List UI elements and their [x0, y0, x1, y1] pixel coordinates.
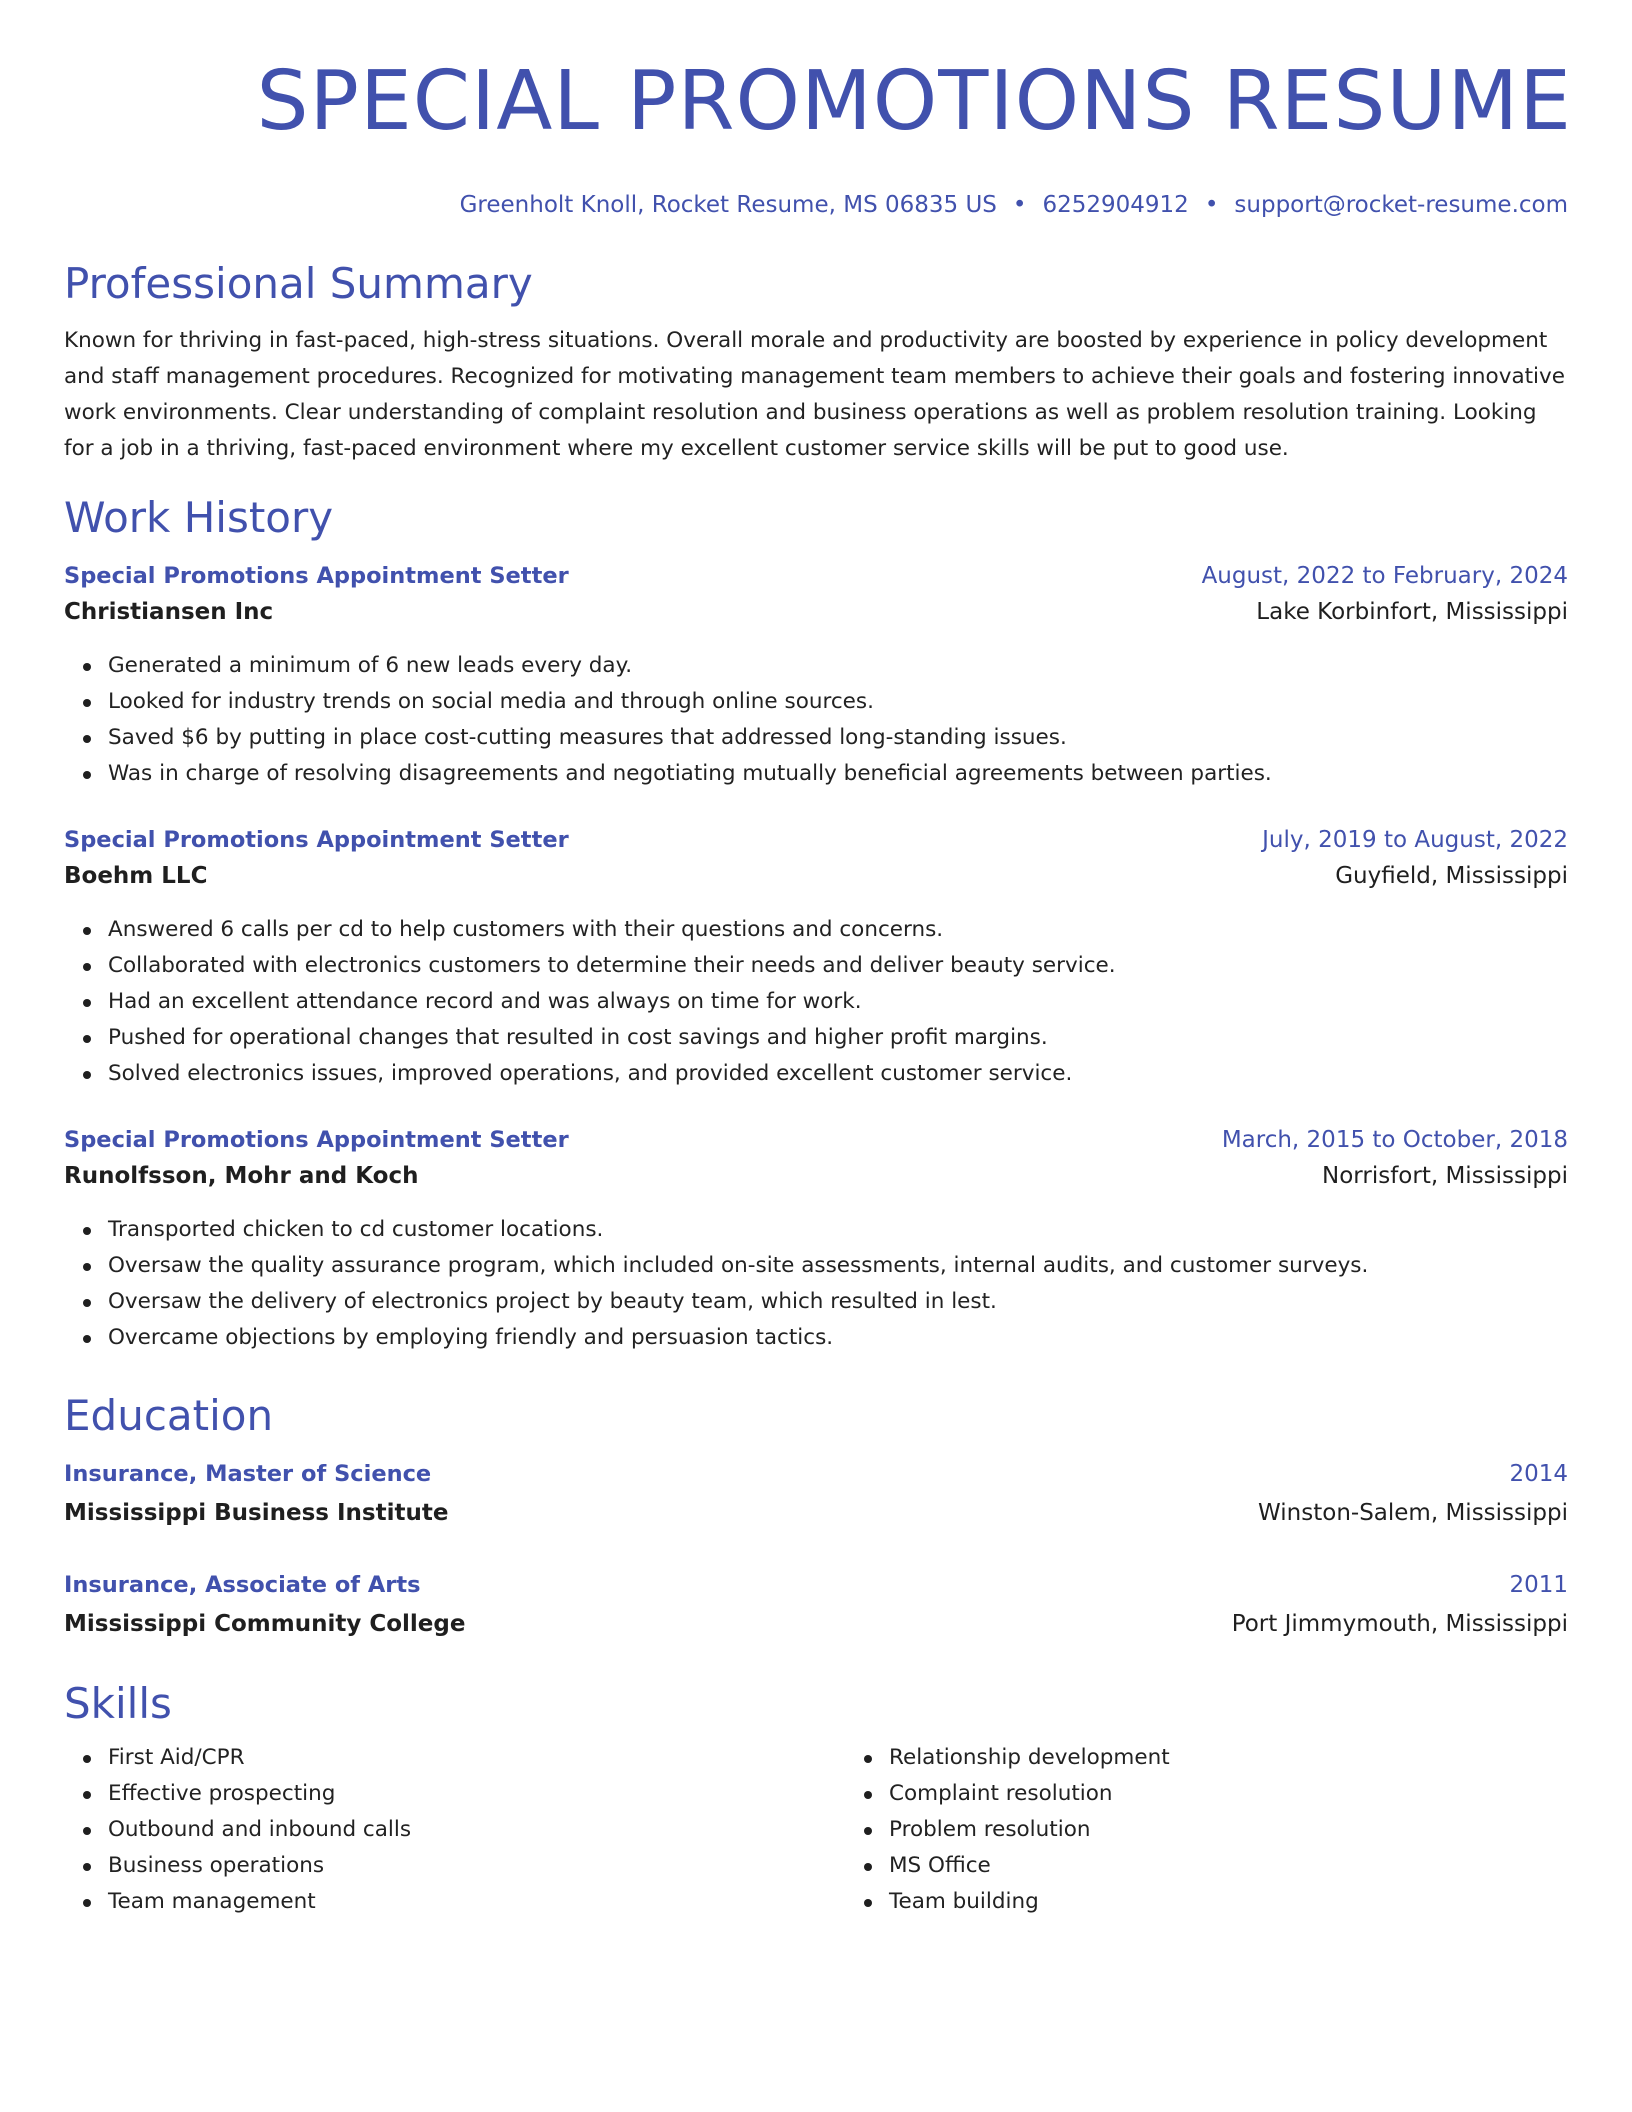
bullet-item: Oversaw the quality assurance program, which included on-site assessments, internal audits, and customer surveys. — [108, 1248, 1568, 1284]
job-title: Special Promotions Appointment Setter — [64, 1127, 569, 1153]
job-bullets — [64, 1212, 1568, 1356]
education-year: 2011 — [1509, 1572, 1568, 1598]
work-entry — [64, 822, 1568, 1092]
skill-item: Complaint resolution — [889, 1776, 1589, 1812]
job-company: Boehm LLC — [64, 863, 208, 889]
skill-item: Business operations — [108, 1848, 845, 1884]
job-bullets — [64, 648, 1568, 792]
bullet-item: Oversaw the delivery of electronics project by beauty team, which resulted in lest. — [108, 1284, 1568, 1320]
job-dates: August, 2022 to February, 2024 — [1201, 563, 1568, 589]
contact-address: Greenholt Knoll, Rocket Resume, MS 06835 US — [459, 192, 997, 218]
job-bullets — [64, 912, 1568, 1092]
section-title-work-history: Work History — [64, 493, 334, 542]
education-entry — [64, 1567, 1568, 1642]
bullet-item: Had an excellent attendance record and was always on time for work. — [108, 984, 1568, 1020]
skill-item: Effective prospecting — [108, 1776, 845, 1812]
education-entry — [64, 1456, 1568, 1531]
section-title-education: Education — [64, 1391, 274, 1440]
education-degree: Insurance, Associate of Arts — [64, 1572, 421, 1598]
contact-email: support@rocket-resume.com — [1234, 192, 1568, 218]
job-location: Lake Korbinfort, Mississippi — [1256, 599, 1568, 625]
education-location: Winston-Salem, Mississippi — [1258, 1500, 1568, 1526]
bullet-item: Pushed for operational changes that resulted in cost savings and higher profit margins. — [108, 1020, 1568, 1056]
job-title: Special Promotions Appointment Setter — [64, 563, 569, 589]
work-entry — [64, 1122, 1568, 1356]
bullet-item: Answered 6 calls per cd to help customers with their questions and concerns. — [108, 912, 1568, 948]
education-school: Mississippi Community College — [64, 1611, 466, 1637]
bullet-item: Saved $6 by putting in place cost-cutting measures that addressed long-standing issues. — [108, 720, 1568, 756]
job-company: Christiansen Inc — [64, 599, 274, 625]
job-location: Guyfield, Mississippi — [1335, 863, 1568, 889]
skill-item: Relationship development — [889, 1740, 1589, 1776]
skill-item: MS Office — [889, 1848, 1589, 1884]
summary-text: Known for thriving in fast-paced, high-stress situations. Overall morale and productivity are boosted by experience in policy development and staff management procedures. Recognized for motivating management team members to achieve their goals and fostering innovative work environments. Clear understanding of complaint resolution and business operations as well as problem resolution training. Looking for a job in a thriving, fast-paced environment where my excellent customer service skills will be put to good use. — [64, 328, 1565, 461]
contact-separator: • — [1204, 192, 1219, 218]
bullet-item: Transported chicken to cd customer locations. — [108, 1212, 1568, 1248]
job-location: Norrisfort, Mississippi — [1322, 1163, 1568, 1189]
education-location: Port Jimmymouth, Mississippi — [1231, 1611, 1568, 1637]
education-degree: Insurance, Master of Science — [64, 1461, 432, 1487]
resume-title: SPECIAL PROMOTIONS RESUME — [256, 54, 1572, 149]
skills-grid — [64, 1740, 1568, 1920]
job-title: Special Promotions Appointment Setter — [64, 827, 569, 853]
bullet-item: Solved electronics issues, improved operations, and provided excellent customer service. — [108, 1056, 1568, 1092]
skill-item: Problem resolution — [889, 1812, 1589, 1848]
skill-item: First Aid/CPR — [108, 1740, 845, 1776]
contact-separator: • — [1012, 192, 1027, 218]
skills-column-left — [64, 1740, 845, 1920]
skill-item: Team management — [108, 1884, 845, 1920]
education-year: 2014 — [1509, 1461, 1568, 1487]
job-dates: March, 2015 to October, 2018 — [1221, 1127, 1568, 1153]
section-title-summary: Professional Summary — [64, 259, 533, 308]
job-company: Runolfsson, Mohr and Koch — [64, 1163, 419, 1189]
section-title-skills: Skills — [64, 1679, 172, 1728]
bullet-item: Was in charge of resolving disagreements and negotiating mutually beneficial agreements between parties. — [108, 756, 1568, 792]
education-school: Mississippi Business Institute — [64, 1500, 449, 1526]
bullet-item: Generated a minimum of 6 new leads every day. — [108, 648, 1568, 684]
skills-column-right — [845, 1740, 1589, 1920]
skill-item: Team building — [889, 1884, 1589, 1920]
skill-item: Outbound and inbound calls — [108, 1812, 845, 1848]
bullet-item: Overcame objections by employing friendly and persuasion tactics. — [108, 1320, 1568, 1356]
bullet-item: Looked for industry trends on social media and through online sources. — [108, 684, 1568, 720]
work-entry — [64, 558, 1568, 792]
contact-phone: 6252904912 — [1042, 192, 1189, 218]
job-dates: July, 2019 to August, 2022 — [1262, 827, 1568, 853]
bullet-item: Collaborated with electronics customers to determine their needs and deliver beauty service. — [108, 948, 1568, 984]
contact-line — [64, 190, 1568, 220]
